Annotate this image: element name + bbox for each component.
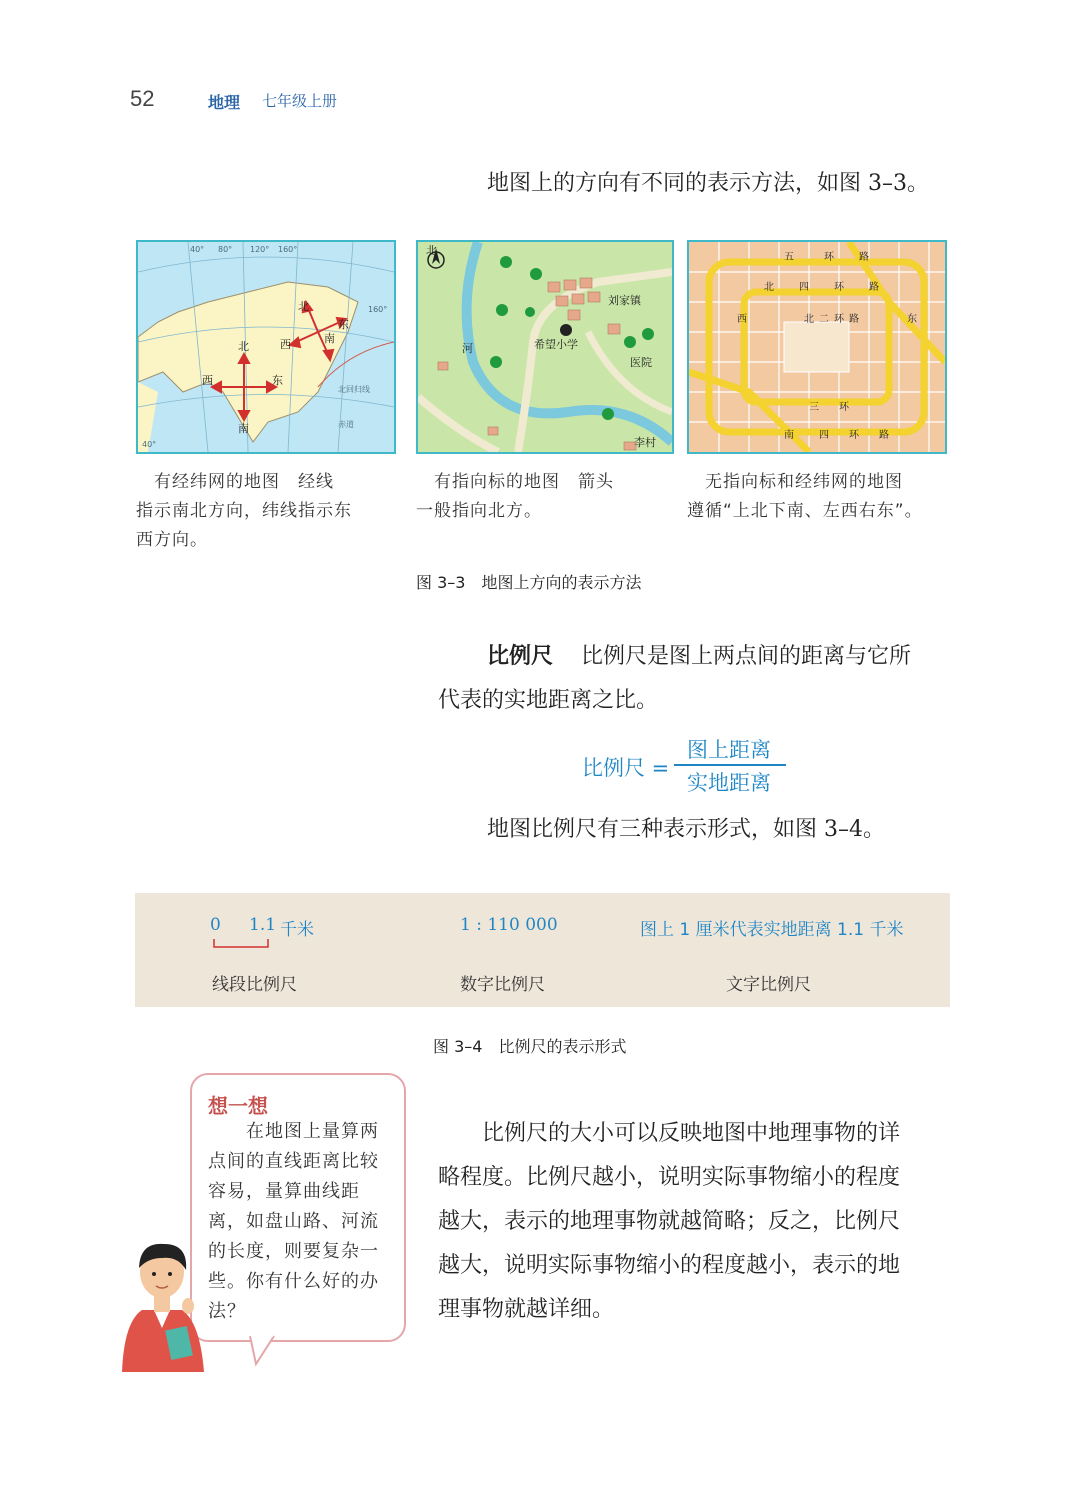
grid-label: 北回归线 <box>338 385 370 394</box>
road-label: 四 <box>819 430 829 441</box>
arrow-east-label-b: 东 <box>338 318 349 331</box>
road-label: 北 <box>764 282 774 293</box>
road-label: 环 <box>834 282 844 293</box>
map1-caption <box>136 468 392 555</box>
place-label: 李村 <box>634 436 656 449</box>
caption-line: 有指向标的地图 箭头 <box>416 472 614 492</box>
line-scale-zero: 0 <box>210 915 221 935</box>
grid-label: 120° <box>250 245 270 254</box>
page-number: 52 <box>130 86 155 111</box>
figure-3-4-title: 图 3–4 比例尺的表示形式 <box>433 1037 627 1056</box>
scale-definition-line2: 代表的实地距离之比。 <box>438 688 659 713</box>
arrow-north-label: 北 <box>238 340 249 353</box>
road-label: 环 <box>839 402 849 413</box>
road-label: 东 <box>907 314 917 325</box>
student-illustration <box>112 1232 212 1372</box>
grid-label: 40° <box>142 440 157 449</box>
grid-label: 160° <box>368 305 388 314</box>
arrow-south-label-b: 南 <box>324 332 335 345</box>
header-subject: 地理 <box>208 93 241 112</box>
header-grade: 七年级上册 <box>262 92 338 110</box>
caption-line: 西方向。 <box>136 530 208 550</box>
think-text: 在地图上量算两点间的直线距离比较容易，量算曲线距离，如盘山路、河流的长度，则要复杂一些。你有什么好的办法？ <box>208 1121 379 1322</box>
arrow-west-label: 西 <box>202 374 213 387</box>
road-label: 北 <box>804 314 814 325</box>
north-arrow-map-svg <box>418 242 672 452</box>
body-line: 比例尺的大小可以反映地图中地理事物的详 <box>438 1121 901 1146</box>
body-line: 越大，说明实际事物缩小的程度越小，表示的地 <box>438 1253 901 1278</box>
scale-forms-intro: 地图比例尺有三种表示形式，如图 3–4。 <box>487 817 885 842</box>
text-scale-sample: 图上 1 厘米代表实地距离 1.1 千米 <box>640 920 904 940</box>
road-label: 路 <box>869 282 879 293</box>
numeric-scale-name: 数字比例尺 <box>460 975 545 995</box>
map2-caption <box>416 468 672 526</box>
caption-line: 一般指向北方。 <box>416 501 542 521</box>
arrow-north-label-b: 北 <box>298 300 309 313</box>
graticule-map-svg <box>138 242 394 452</box>
road-label: 环 <box>824 252 834 263</box>
road-label: 环 <box>849 430 859 441</box>
scale-term: 比例尺 <box>487 644 554 669</box>
line-scale-name: 线段比例尺 <box>212 975 297 995</box>
body-paragraph <box>438 1112 958 1332</box>
caption-line: 指示南北方向，纬线指示东 <box>136 501 352 521</box>
intro-text: 地图上的方向有不同的表示方法，如图 3–3。 <box>487 171 929 196</box>
scale-definition-line1: 比例尺是图上两点间的距离与它所 <box>581 644 912 669</box>
road-label: 四 <box>799 282 809 293</box>
caption-line: 无指向标和经纬网的地图 <box>687 472 903 492</box>
think-title: 想一想 <box>208 1094 268 1118</box>
road-label: 西 <box>737 314 747 325</box>
figure-3-3-title: 图 3–3 地图上方向的表示方法 <box>416 573 642 592</box>
text-scale-name: 文字比例尺 <box>726 975 811 995</box>
line-scale-unit: 千米 <box>280 920 314 940</box>
graticule-map <box>136 240 396 454</box>
road-label: 路 <box>849 314 859 325</box>
formula-lhs: 比例尺 = <box>582 756 670 780</box>
road-label: 环 <box>834 314 844 325</box>
grid-label: 40° <box>190 245 205 254</box>
map3-caption <box>687 468 957 526</box>
road-label: 五 <box>784 252 794 263</box>
road-label: 南 <box>784 430 794 441</box>
place-label: 希望小学 <box>534 338 578 351</box>
place-label: 刘家镇 <box>608 294 641 307</box>
school-icon <box>560 324 572 336</box>
body-line: 理事物就越详细。 <box>438 1297 615 1322</box>
caption-line: 遵循“上北下南、左西右东”。 <box>687 501 923 521</box>
city-map <box>687 240 947 454</box>
caption-line: 有经纬网的地图 经线 <box>136 472 334 492</box>
grid-label: 赤道 <box>338 420 354 429</box>
city-map-svg <box>689 242 945 452</box>
formula-numerator: 图上距离 <box>687 738 771 762</box>
road-label: 三 <box>809 402 819 413</box>
road-label: 路 <box>879 430 889 441</box>
body-line: 越大，表示的地理事物就越简略；反之，比例尺 <box>438 1209 901 1234</box>
line-scale-bar <box>212 938 272 950</box>
arrow-south-label: 南 <box>238 422 249 435</box>
place-label: 医院 <box>630 356 652 369</box>
river-label: 河 <box>462 342 473 355</box>
road-label: 路 <box>859 252 869 263</box>
numeric-scale-sample: 1 : 110 000 <box>460 915 558 935</box>
north-arrow-map <box>416 240 674 454</box>
arrow-west-label-b: 西 <box>280 338 291 351</box>
north-label: 北 <box>426 244 437 257</box>
body-line: 略程度。比例尺越小，说明实际事物缩小的程度 <box>438 1165 901 1190</box>
line-scale-value: 1.1 <box>249 915 277 935</box>
scale-definition <box>487 635 911 679</box>
grid-label: 80° <box>218 245 233 254</box>
formula-denominator: 实地距离 <box>687 771 771 795</box>
speech-tail <box>248 1334 278 1368</box>
grid-label: 160° <box>278 245 298 254</box>
arrow-east-label: 东 <box>272 374 283 387</box>
road-label: 二 <box>819 314 829 325</box>
fraction-bar <box>674 764 786 766</box>
